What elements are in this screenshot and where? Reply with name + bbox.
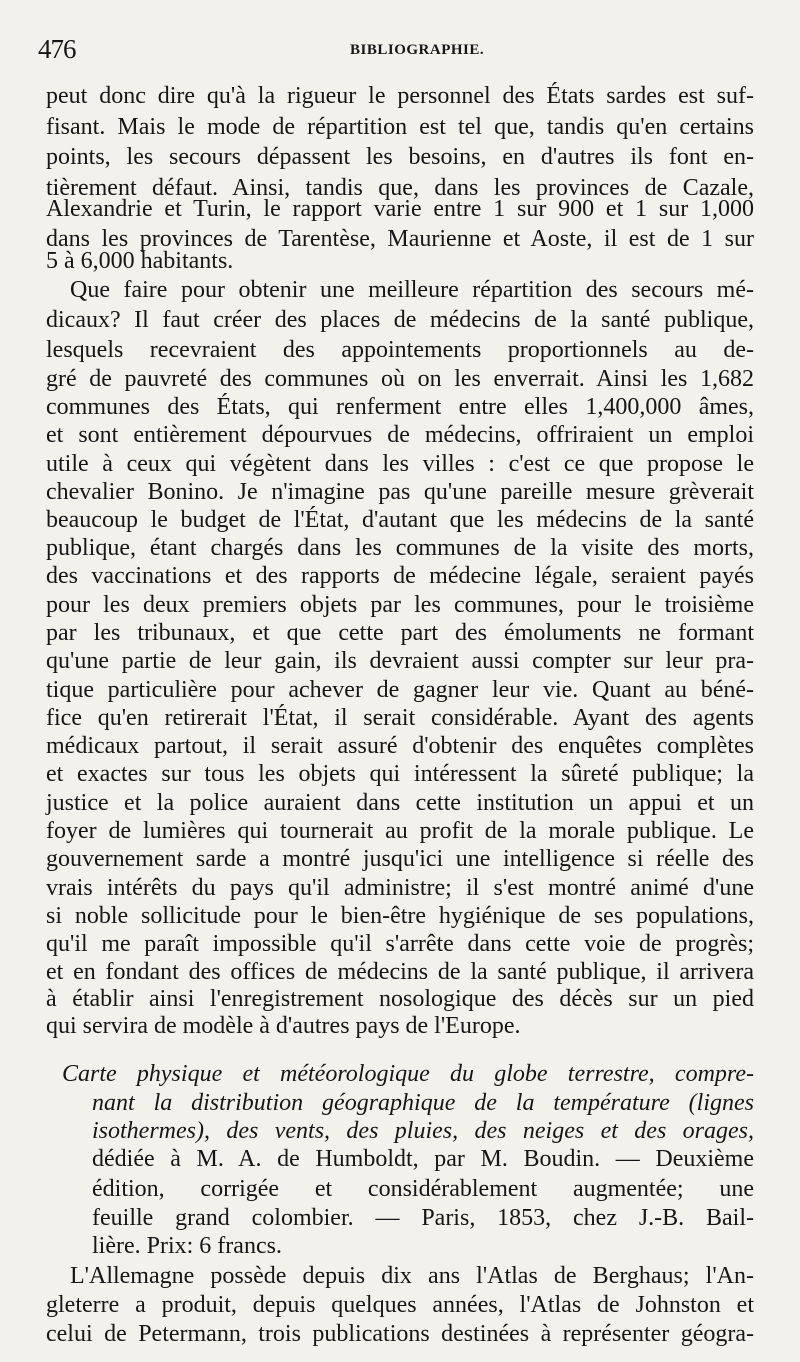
reference-title-line: nant la distribution géographique de la température (lignes [92,1090,754,1116]
text-line: et exactes sur tous les objets qui intéressent la sûreté publique; la [46,761,754,787]
text-line: qu'il me paraît impossible qu'il s'arrête dans cette voie de progrès; [46,931,754,957]
text-line: 5 à 6,000 habitants. [46,248,234,274]
text-line: gouvernement sarde a montré jusqu'ici une intelligence si réelle des [46,846,754,872]
text-line: L'Allemagne possède depuis dix ans l'Atlas de Berghaus; l'An- [70,1263,754,1289]
text-line: des vaccinations et des rapports de médecine légale, seraient payés [46,563,754,589]
text-line: utile à ceux qui végètent dans les villes : c'est ce que propose le [46,451,754,477]
text-line: si noble sollicitude pour le bien-être hygiénique de ses populations, [46,903,754,929]
text-line: tique particulière pour achever de gagner leur vie. Quant au béné- [46,677,754,703]
text-line: chevalier Bonino. Je n'imagine pas qu'une pareille mesure grèverait [46,479,754,505]
text-line: Que faire pour obtenir une meilleure répartition des secours mé- [70,277,754,303]
text-line: lesquels recevraient des appointements proportionnels au de- [46,337,754,363]
reference-line: édition, corrigée et considérablement augmentée; une [92,1176,754,1202]
text-line: pour les deux premiers objets par les communes, pour le troisième [46,592,754,618]
text-line: communes des États, qui renferment entre elles 1,400,000 âmes, [46,394,754,420]
text-line: médicaux partout, il serait assuré d'obtenir des enquêtes complètes [46,733,754,759]
text-line: et sont entièrement dépourvues de médecins, offriraient un emploi [46,422,754,448]
reference-line: dédiée à M. A. de Humboldt, par M. Boudin. — Deuxième [92,1146,754,1172]
text-line: à établir ainsi l'enregistrement nosologique des décès sur un pied [46,986,754,1012]
text-line: et en fondant des offices de médecins de la santé publique, il arrivera [46,959,754,985]
text-line: tièrement défaut. Ainsi, tandis que, dans les provinces de Cazale, [46,175,754,201]
text-line: peut donc dire qu'à la rigueur le personnel des États sardes est suf- [46,83,754,109]
text-line: foyer de lumières qui tournerait au profit de la morale publique. Le [46,818,754,844]
text-line: gré de pauvreté des communes où on les enverrait. Ainsi les 1,682 [46,366,754,392]
text-line: fisant. Mais le mode de répartition est tel que, tandis qu'en certains [46,114,754,140]
text-line: dicaux? Il faut créer des places de médecins de la santé publique, [46,307,754,333]
text-line: qu'une partie de leur gain, ils devraient aussi compter sur leur pra- [46,648,754,674]
text-line: par les tribunaux, et que cette part des émoluments ne formant [46,620,754,646]
reference-line: lière. Prix: 6 francs. [92,1233,282,1259]
text-line: publique, étant chargés dans les communes de la visite des morts, [46,535,754,561]
text-line: Alexandrie et Turin, le rapport varie entre 1 sur 900 et 1 sur 1,000 [46,196,754,222]
reference-title-line: isothermes), des vents, des pluies, des neiges et des orages, [92,1118,754,1144]
reference-title-line: Carte physique et météorologique du globe terrestre, compre- [62,1061,754,1087]
reference-line: feuille grand colombier. — Paris, 1853, chez J.-B. Bail- [92,1205,754,1231]
running-head: BIBLIOGRAPHIE. [350,42,485,58]
page-header [38,34,768,70]
text-line: justice et la police auraient dans cette institution un appui et un [46,790,754,816]
text-line: qui servira de modèle à d'autres pays de l'Europe. [46,1013,521,1039]
text-line: dans les provinces de Tarentèse, Maurienne et Aoste, il est de 1 sur [46,226,754,252]
text-line: fice qu'en retirerait l'État, il serait considérable. Ayant des agents [46,705,754,731]
page-number: 476 [38,34,76,64]
text-line: points, les secours dépassent les besoins, en d'autres ils font en- [46,144,754,170]
text-line: gleterre a produit, depuis quelques années, l'Atlas de Johnston et [46,1292,754,1318]
text-line: celui de Petermann, trois publications destinées à représenter géogra- [46,1321,754,1347]
text-line: vrais intérêts du pays qu'il administre; il s'est montré animé d'une [46,875,754,901]
text-line: beaucoup le budget de l'État, d'autant que les médecins de la santé [46,507,754,533]
